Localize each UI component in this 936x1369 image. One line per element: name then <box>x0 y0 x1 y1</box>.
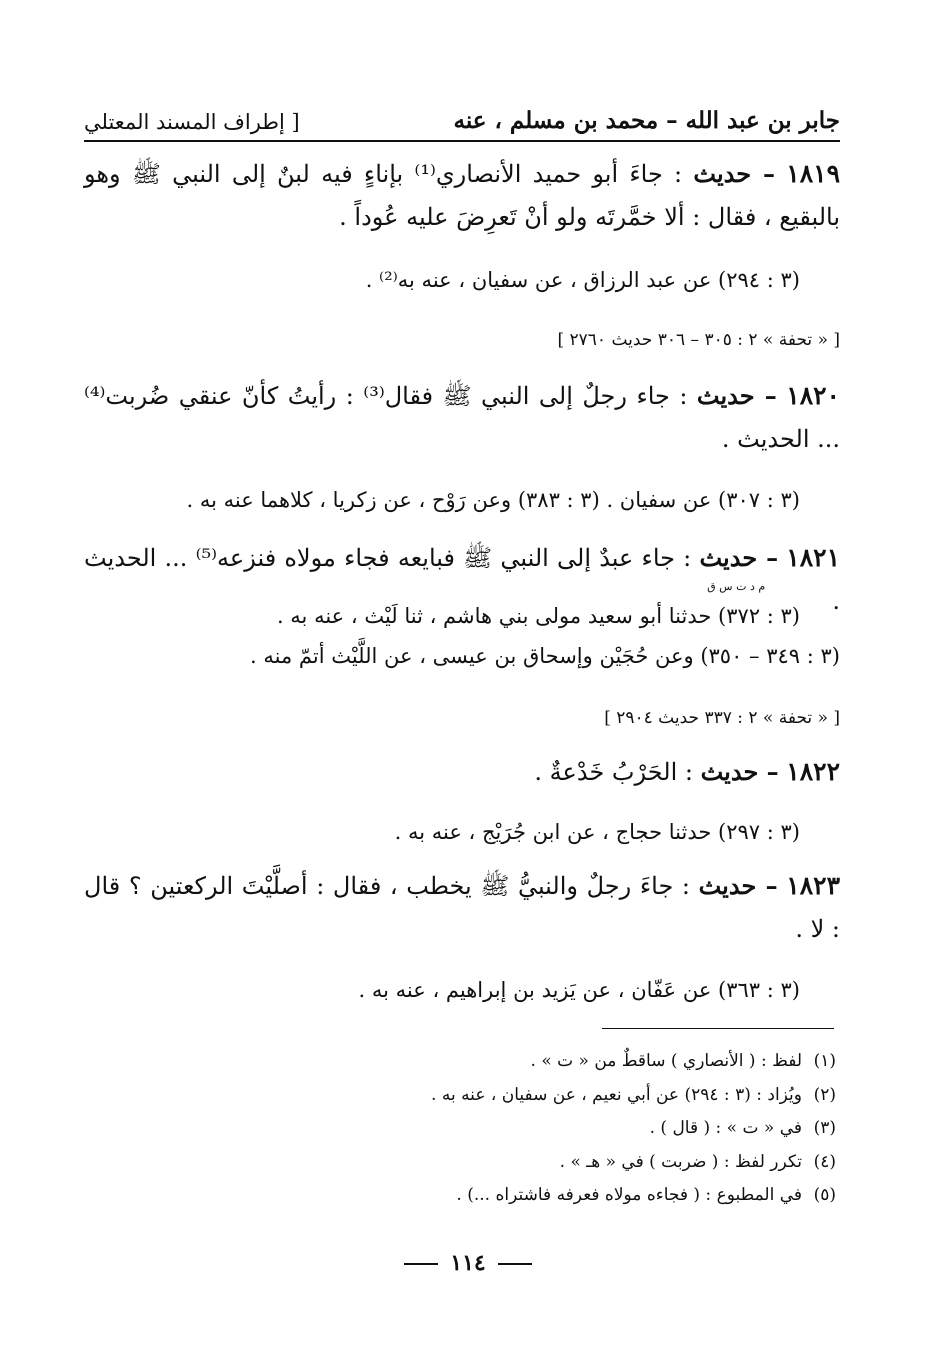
footnote-item: (٢)ويُزاد : (٣ : ٢٩٤) عن أبي نعيم ، عن سفيان ، عنه به . <box>431 1084 836 1105</box>
footnote-item: (٥)في المطبوع : ( فجاءه مولاه فعرفه فاشتراه ...) . <box>456 1185 836 1205</box>
hadith-1820-reference: (٣ : ٣٠٧) عن سفيان . (٣ : ٣٨٣) وعن رَوْح ، عن زكريا ، كلاهما عنه به . <box>186 488 800 512</box>
hadith-1821: ١٨٢١ – حديث م د ت س ق : جاء عبدٌ إلى النبي ﷺ فبايعه فجاء مولاه فنزعه⁽⁵⁾ ... الحديث . <box>84 543 840 615</box>
hadith-1823-reference: (٣ : ٣٦٣) عن عَفّان ، عن يَزيد بن إبراهيم ، عنه به . <box>358 978 800 1002</box>
tuhfa-reference-1821: [ « تحفة » ٢ : ٣٣٧ حديث ٢٩٠٤ ] <box>604 708 840 728</box>
hadith-number: ١٨١٩ <box>786 159 841 188</box>
running-header <box>84 98 840 134</box>
hadith-1820: ١٨٢٠ – حديث : جاء رجلٌ إلى النبي ﷺ فقال⁽³⁾ : رأيتُ كأنّ عنقي ضُربت⁽⁴⁾ ... الحديث . <box>84 381 840 453</box>
hadith-sigla: م د ت س ق <box>707 580 766 593</box>
hadith-text: : جاءَ رجلٌ والنبيُّ ﷺ يخطب ، فقال : أصلَّيْتَ الركعتين ؟ قال : لا . <box>84 872 840 943</box>
header-chapter-title: جابر بن عبد الله – محمد بن مسلم ، عنه <box>453 107 840 134</box>
header-divider <box>84 140 840 142</box>
hadith-1823: ١٨٢٣ – حديث : جاءَ رجلٌ والنبيُّ ﷺ يخطب ، فقال : أصلَّيْتَ الركعتين ؟ قال : لا . <box>84 871 840 943</box>
hadith-keyword: حديث <box>700 757 759 786</box>
hadith-number: ١٨٢٢ <box>786 757 840 786</box>
header-book-title: [ إطراف المسند المعتلي <box>84 110 300 134</box>
hadith-number: ١٨٢٠ <box>786 381 840 410</box>
hadith-number: ١٨٢٣ <box>786 871 840 900</box>
hadith-text: : الحَرْبُ خَدْعةٌ . <box>534 758 701 786</box>
hadith-1822: ١٨٢٢ – حديث : الحَرْبُ خَدْعةٌ . <box>534 757 840 786</box>
hadith-1821-reference-2: (٣ : ٣٤٩ – ٣٥٠) وعن حُجَيْن وإسحاق بن عيسى ، عن اللَّيْث أتمّ منه . <box>250 644 840 668</box>
footnote-item: (٣)في « ت » : ( قال ) . <box>649 1118 836 1138</box>
hadith-1822-reference: (٣ : ٢٩٧) حدثنا حجاج ، عن ابن جُرَيْج ، عنه به . <box>394 820 800 844</box>
hadith-keyword: حديث <box>696 381 755 410</box>
footnote-item: (١)لفظ : ( الأنصاري ) ساقطٌ من « ت » . <box>530 1051 836 1071</box>
hadith-keyword: حديث <box>693 159 752 188</box>
hadith-text: : جاءَ أبو حميد الأنصاري⁽¹⁾ بإناءٍ فيه لبنٌ إلى النبي ﷺ وهو بالبقيع ، فقال : ألا خمَّرتَه ولو أنْ تَعرِضَ عليه عُوداً . <box>84 160 840 231</box>
tuhfa-reference-1819: [ « تحفة » ٢ : ٣٠٥ – ٣٠٦ حديث ٢٧٦٠ ] <box>557 330 840 350</box>
footnote-item: (٤)تكرر لفظ : ( ضربت ) في « هـ » . <box>559 1151 836 1172</box>
hadith-keyword: حديث <box>698 871 757 900</box>
hadith-text: : جاء رجلٌ إلى النبي ﷺ فقال⁽³⁾ : رأيتُ كأنّ عنقي ضُربت⁽⁴⁾ ... الحديث . <box>84 382 840 453</box>
hadith-1821-reference-1: (٣ : ٣٧٢) حدثنا أبو سعيد مولى بني هاشم ، ثنا لَيْث ، عنه به . <box>276 604 800 628</box>
hadith-number: ١٨٢١ <box>786 543 840 572</box>
hadith-text: : جاء عبدٌ إلى النبي ﷺ فبايعه فجاء مولاه فنزعه⁽⁵⁾ ... الحديث . <box>84 544 840 615</box>
footnote-divider <box>602 1028 834 1029</box>
hadith-1819-reference: (٣ : ٢٩٤) عن عبد الرزاق ، عن سفيان ، عنه به⁽²⁾ . <box>365 268 800 292</box>
page-number: ١١٤ <box>0 1250 936 1276</box>
hadith-keyword: حديث م د ت س ق <box>699 543 757 572</box>
hadith-1819: ١٨١٩ – حديث : جاءَ أبو حميد الأنصاري⁽¹⁾ بإناءٍ فيه لبنٌ إلى النبي ﷺ وهو بالبقيع ، فقال : ألا خمَّرتَه ولو أنْ تَعرِضَ عليه عُوداً . <box>84 159 841 231</box>
footnotes <box>84 1045 836 1213</box>
